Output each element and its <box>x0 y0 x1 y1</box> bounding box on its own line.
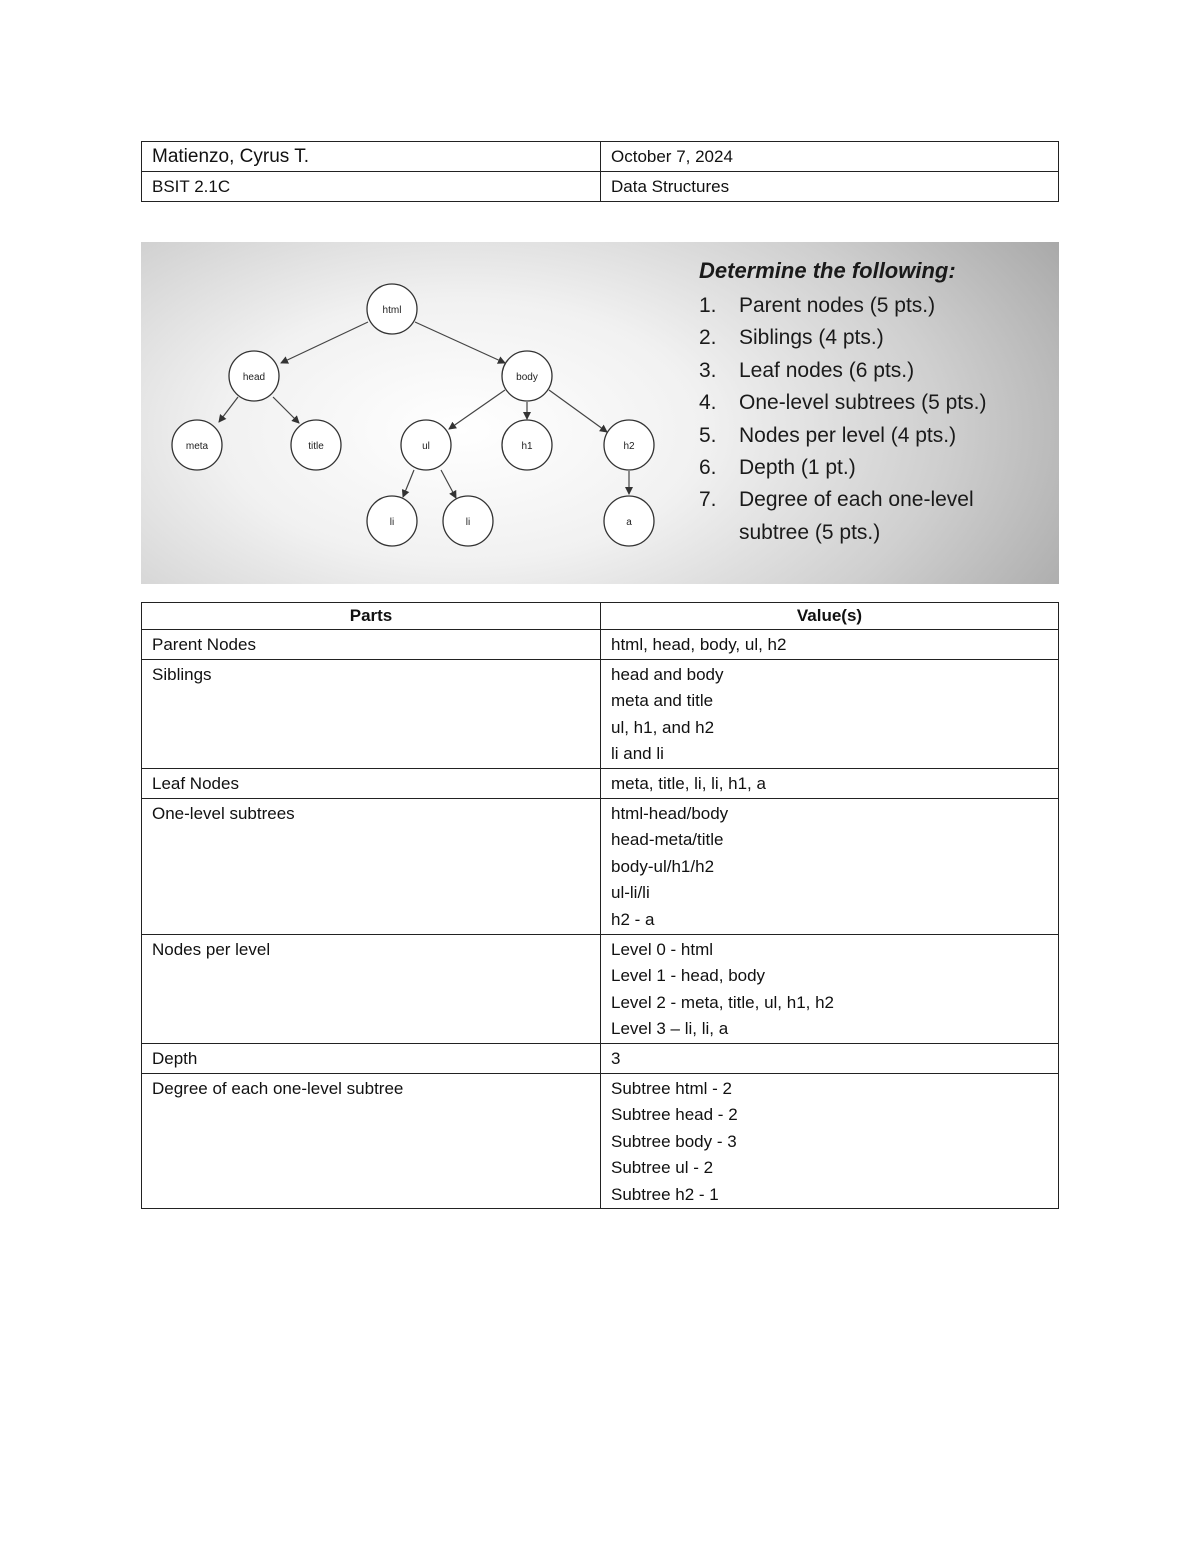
part-cell: Siblings <box>142 659 601 768</box>
question-text: Nodes per level (4 pts.) <box>739 423 957 447</box>
question-number: 7. <box>699 488 717 512</box>
question-text: Leaf nodes (6 pts.) <box>739 358 915 382</box>
question-item <box>699 452 1039 484</box>
section: BSIT 2.1C <box>142 172 601 202</box>
column-header-parts: Parts <box>142 603 601 630</box>
question-item <box>699 290 1039 322</box>
question-number: 5. <box>699 423 717 447</box>
answers-table <box>141 602 1059 1209</box>
node-html-label: html <box>382 305 402 316</box>
value-cell: html, head, body, ul, h2 <box>601 630 1059 660</box>
question-number: 2. <box>699 326 717 350</box>
part-cell: Nodes per level <box>142 934 601 1043</box>
value-cell: html-head/body head-meta/title body-ul/h1/h2 ul-li/li h2 - a <box>601 798 1059 934</box>
node-ul-label: ul <box>422 441 430 452</box>
question-item <box>699 387 1039 419</box>
subject: Data Structures <box>601 172 1059 202</box>
question-item <box>699 484 1039 549</box>
question-text: One-level subtrees (5 pts.) <box>739 391 987 415</box>
node-li2-label: li <box>465 517 471 528</box>
submission-date: October 7, 2024 <box>601 142 1059 172</box>
node-meta-label: meta <box>185 441 209 452</box>
question-item <box>699 355 1039 387</box>
part-cell: Degree of each one-level subtree <box>142 1073 601 1209</box>
question-number: 6. <box>699 456 717 480</box>
table-row <box>142 1043 1059 1073</box>
tree-figure <box>141 242 1059 584</box>
edge-head-meta <box>219 397 238 422</box>
value-cell: Level 0 - html Level 1 - head, body Level 2 - meta, title, ul, h1, h2 Level 3 – li, li, a <box>601 934 1059 1043</box>
question-number: 1. <box>699 294 717 317</box>
questions-list <box>699 290 1039 549</box>
node-li1-label: li <box>389 517 395 528</box>
table-row <box>142 1073 1059 1209</box>
table-row <box>142 798 1059 934</box>
node-body-label: body <box>516 372 538 383</box>
table-row <box>142 934 1059 1043</box>
table-row <box>142 659 1059 768</box>
edge-body-ul <box>449 390 505 429</box>
value-cell: meta, title, li, li, h1, a <box>601 768 1059 798</box>
value-cell: head and body meta and title ul, h1, and h2 li and li <box>601 659 1059 768</box>
node-h1-label: h1 <box>521 441 533 452</box>
edge-ul-li2 <box>441 470 456 498</box>
edge-html-head <box>281 322 368 363</box>
node-h2-label: h2 <box>623 441 635 452</box>
question-text: Siblings (4 pts.) <box>739 326 884 350</box>
part-cell: Depth <box>142 1043 601 1073</box>
student-name: Matienzo, Cyrus T. <box>142 142 601 172</box>
question-item <box>699 420 1039 452</box>
node-title-label: title <box>308 441 324 452</box>
header-table <box>141 141 1059 202</box>
edge-html-body <box>415 322 505 363</box>
edge-ul-li1 <box>403 470 414 497</box>
question-item <box>699 322 1039 354</box>
part-cell: Leaf Nodes <box>142 768 601 798</box>
table-row <box>142 768 1059 798</box>
question-text: Parent nodes (5 pts.) <box>739 294 936 317</box>
tree-edges <box>219 322 629 498</box>
table-row <box>142 630 1059 660</box>
question-number: 3. <box>699 358 717 382</box>
node-a-label: a <box>626 517 632 528</box>
part-cell: One-level subtrees <box>142 798 601 934</box>
edge-head-title <box>273 397 299 423</box>
value-cell: 3 <box>601 1043 1059 1073</box>
node-head-label: head <box>242 372 266 383</box>
question-text: Degree of each one-level subtree (5 pts.) <box>739 488 974 544</box>
questions-title: Determine the following: <box>699 258 956 283</box>
edge-body-h2 <box>549 390 607 432</box>
table-header-row <box>142 603 1059 630</box>
question-text: Depth (1 pt.) <box>739 456 856 480</box>
value-cell: Subtree html - 2 Subtree head - 2 Subtree body - 3 Subtree ul - 2 Subtree h2 - 1 <box>601 1073 1059 1209</box>
question-number: 4. <box>699 391 717 415</box>
column-header-values: Value(s) <box>601 603 1059 630</box>
part-cell: Parent Nodes <box>142 630 601 660</box>
